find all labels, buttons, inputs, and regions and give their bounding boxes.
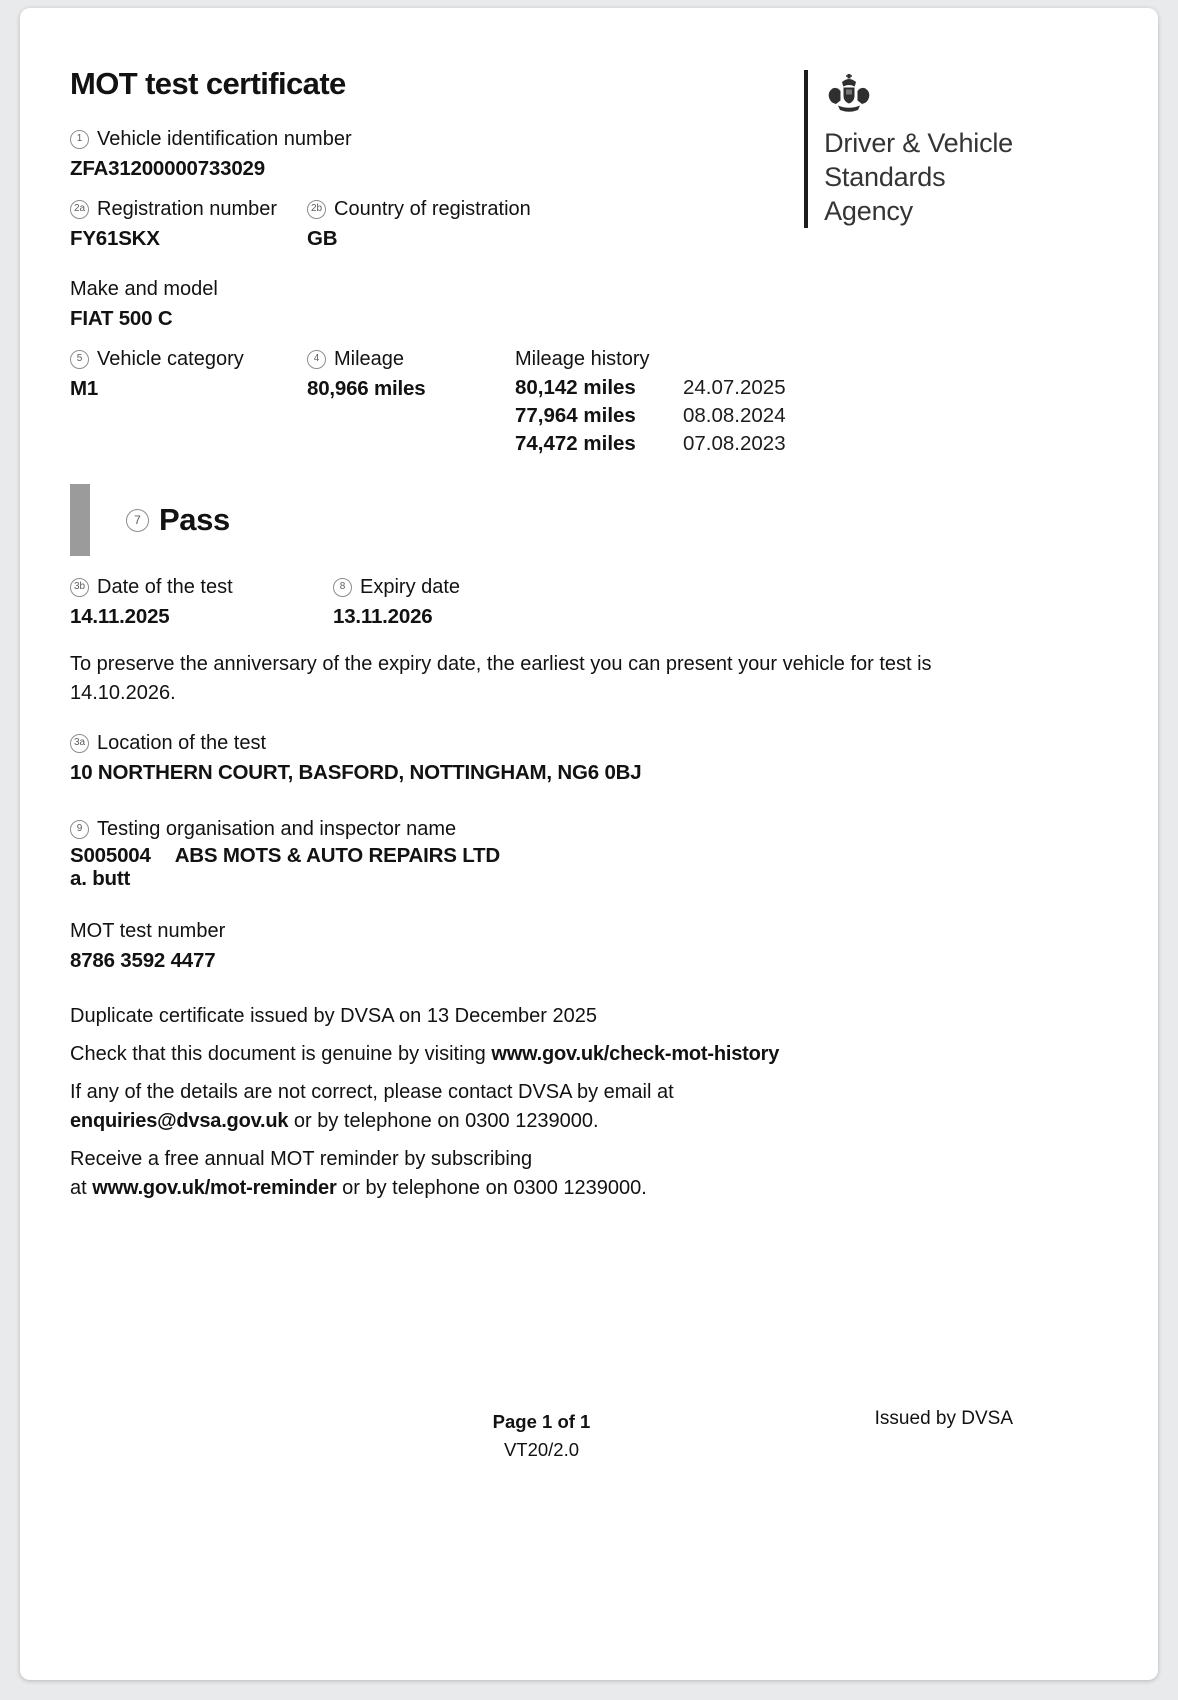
issued-by-text: Issued by DVSA: [874, 1408, 1013, 1429]
organisation-number: S005004: [70, 844, 151, 867]
test-number-group: [70, 916, 1013, 976]
logo-text-line3: Agency: [824, 196, 913, 226]
field-number-badge: 3b: [70, 578, 89, 597]
registration-label: 2a Registration number: [70, 194, 307, 224]
mileage-value: 80,966 miles: [307, 377, 426, 400]
page-number: Page 1 of 1: [492, 1411, 591, 1432]
test-number-label: MOT test number: [70, 920, 226, 942]
vehicle-category-value: M1: [70, 377, 99, 400]
mileage-history-table: [515, 374, 1013, 458]
contact-notice: If any of the details are not correct, please contact DVSA by email at enquiries@dvsa.gov.uk or by telephone on 0300 1239000.: [70, 1081, 674, 1132]
expiry-date-group: [333, 572, 1013, 632]
mileage-history-label: Mileage history: [515, 348, 650, 370]
page-footer: [70, 1408, 1013, 1464]
organisation-name: ABS MOTS & AUTO REPAIRS LTD: [174, 844, 500, 867]
field-number-badge: 5: [70, 350, 89, 369]
field-number-badge: 8: [333, 578, 352, 597]
reminder-notice: Receive a free annual MOT reminder by subscribing at www.gov.uk/mot-reminder or by telephone on 0300 1239000.: [70, 1148, 647, 1199]
dates-row: [70, 572, 1013, 642]
history-date: 08.08.2024: [683, 404, 786, 427]
test-date-group: [70, 572, 333, 632]
mot-reminder-link: www.gov.uk/mot-reminder: [92, 1177, 337, 1199]
field-number-badge: 2b: [307, 200, 326, 219]
expiry-date-value: 13.11.2026: [333, 605, 433, 628]
vin-label: 1 Vehicle identification number: [70, 124, 1013, 154]
result-indicator-bar: [70, 484, 90, 556]
mileage-row: [70, 344, 1013, 468]
mileage-label: 4 Mileage: [307, 344, 515, 374]
expiry-date-label: 8 Expiry date: [333, 572, 1013, 602]
test-date-label: 3b Date of the test: [70, 572, 333, 602]
logo-text-line2: Standards: [824, 162, 946, 192]
test-result-value: Pass: [159, 502, 230, 537]
certificate-page: [20, 8, 1158, 1680]
make-model-value: FIAT 500 C: [70, 307, 173, 330]
logo-text-line1: Driver & Vehicle: [824, 128, 1013, 158]
field-number-badge: 7: [126, 509, 149, 532]
mileage-group: [307, 344, 515, 458]
make-model-label: Make and model: [70, 278, 218, 300]
organisation-group: [70, 814, 1013, 890]
organisation-value: [70, 844, 1013, 867]
test-result-banner: [70, 484, 1013, 556]
check-genuine-notice: Check that this document is genuine by visiting www.gov.uk/check-mot-history: [70, 1043, 780, 1065]
page-title: MOT test certificate: [70, 66, 346, 101]
vin-value: ZFA31200000733029: [70, 157, 265, 180]
mileage-history-group: [515, 344, 1013, 458]
make-model-group: [70, 274, 1013, 334]
test-number-value: 8786 3592 4477: [70, 949, 216, 972]
field-number-badge: 9: [70, 820, 89, 839]
dvsa-logo: [804, 70, 1013, 228]
logo-divider-bar: [804, 70, 808, 228]
registration-group: [70, 194, 307, 254]
inspector-name: a. butt: [70, 867, 131, 890]
vehicle-category-group: [70, 344, 307, 458]
country-label: 2b Country of registration: [307, 194, 1013, 224]
anniversary-note: To preserve the anniversary of the expiry date, the earliest you can present your vehicle for test is 14.10.2026.: [70, 653, 932, 704]
field-number-badge: 2a: [70, 200, 89, 219]
history-date: 07.08.2023: [683, 432, 786, 455]
dvsa-email-link: enquiries@dvsa.gov.uk: [70, 1110, 289, 1132]
check-mot-history-link: www.gov.uk/check-mot-history: [491, 1043, 780, 1065]
history-miles: 74,472 miles: [515, 432, 636, 455]
form-code: VT20/2.0: [503, 1439, 580, 1460]
history-date: 24.07.2025: [683, 376, 786, 399]
test-date-value: 14.11.2025: [70, 605, 170, 628]
history-miles: 80,142 miles: [515, 376, 636, 399]
country-value: GB: [307, 227, 338, 250]
location-group: [70, 728, 1013, 788]
field-number-badge: 3a: [70, 734, 89, 753]
field-number-badge: 4: [307, 350, 326, 369]
location-label: 3a Location of the test: [70, 728, 1013, 758]
royal-crest-icon: [824, 74, 874, 118]
organisation-label: 9 Testing organisation and inspector name: [70, 814, 1013, 844]
registration-value: FY61SKX: [70, 227, 160, 250]
duplicate-notice: Duplicate certificate issued by DVSA on 13 December 2025: [70, 1005, 597, 1027]
history-miles: 77,964 miles: [515, 404, 636, 427]
field-number-badge: 1: [70, 130, 89, 149]
location-value: 10 NORTHERN COURT, BASFORD, NOTTINGHAM, NG6 0BJ: [70, 761, 642, 784]
vehicle-category-label: 5 Vehicle category: [70, 344, 307, 374]
